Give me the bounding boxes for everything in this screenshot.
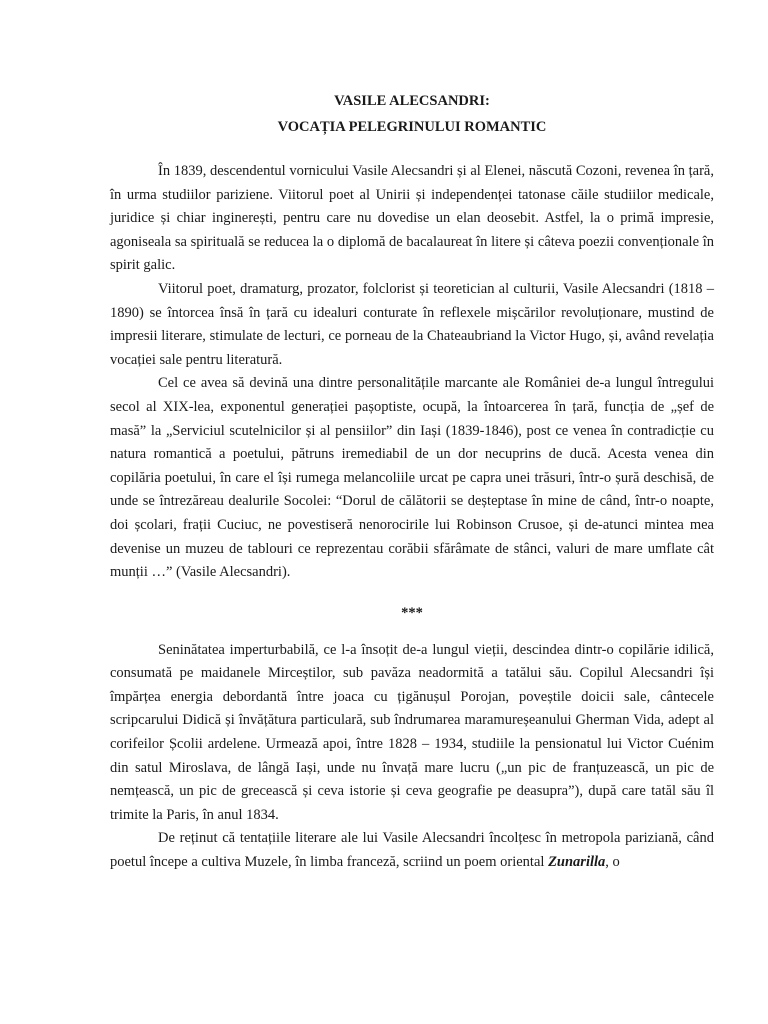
paragraph-last (110, 827, 714, 874)
paragraph: Viitorul poet, dramaturg, prozator, folclorist și teoretician al culturii, Vasile Alecsandri (1818 – 1890) se întorcea însă în țară cu idealuri conturate în reflexele mișcărilor revoluționare, mustind de impresii literare, stimulate de lecturi, ce porneau de la Chateaubriand la Victor Hugo, și, având revelația vocației sale pentru literatură. (110, 280, 714, 368)
paragraph-text-after: , o (605, 854, 620, 871)
title-block (110, 88, 714, 140)
paragraph: Cel ce avea să devină una dintre personalitățile marcante ale României de-a lungul întregului secol al XIX-lea, exponentul generației pașoptiste, ocupă, la întoarcerea în țară, funcția de „șef de masă” la „Serviciul scutelnicilor și al pensiilor” din Iași (1839-1846), post ce venea în contradicție cu natura romantică a poetului, pătruns iremediabil de un dor necuprins de ducă. Acesta venea din copilăria poetului, în care el își rumega melancoliile urcat pe capra unei trăsuri, într-o șură deschisă, de unde se întrezăreau dealurile Socolei: “Dorul de călătorii se deșteptase în mine de când, într-o noapte, doi școlari, frații Cuciuc, ne povestiseră nenorocirile lui Robinson Crusoe, și de-atunci mintea mea devenise un muzeu de tablouri ce reprezentau corăbii sfărâmate de stânci, valuri de mare umflate cât munții …” (Vasile Alecsandri). (110, 375, 714, 581)
document-title-line1: VASILE ALECSANDRI: (334, 93, 490, 109)
paragraph: În 1839, descendentul vornicului Vasile Alecsandri și al Elenei, născută Cozoni, revenea în țară, în urma studiilor pariziene. Viitorul poet al Unirii și independenței tatonase căile studiilor medicale, juridice și chiar inginerești, pentru care nu dovedise un elan deosebit. Astfel, la o primă impresie, agoniseala sa spirituală se reducea la o diplomă de bacalaureat în litere și câteva poezii convenționale în spirit galic. (110, 163, 714, 274)
document-page (110, 88, 714, 875)
paragraph-text-before: De reținut că tentațiile literare ale lui Vasile Alecsandri încolțesc în metropola pariziană, când poetul începe a cultiva Muzele, în limba franceză, scriind un poem oriental (110, 830, 714, 871)
section-separator: *** (401, 604, 423, 621)
paragraph: Seninătatea imperturbabilă, ce l-a însoțit de-a lungul vieții, descindea dintr-o copilărie idilică, consumată pe maidanele Mirceștilor, sub pavăza neadormită a tatălui său. Copilul Alecsandri își împărțea energia debordantă între joaca cu țigănușul Porojan, poveștile doicii sale, cântecele scripcarului Didică și învățătura particulară, sub îndrumarea maramureșeanului Gherman Vida, adept al corifeilor Școlii ardelene. Urmează apoi, între 1828 – 1934, studiile la pensionatul lui Victor Cuénim din satul Miroslava, de lângă Iași, unde nu învață mare lucru („un pic de franțuzească, un pic de nemțească, un pic de grecească și ceva istorie și ceva geografie pe deasupra”), după care tatăl său îl trimite la Paris, în anul 1834. (110, 641, 714, 823)
work-title-emphasis: Zunarilla (548, 854, 606, 871)
document-title-line2: VOCAȚIA PELEGRINULUI ROMANTIC (277, 119, 547, 135)
